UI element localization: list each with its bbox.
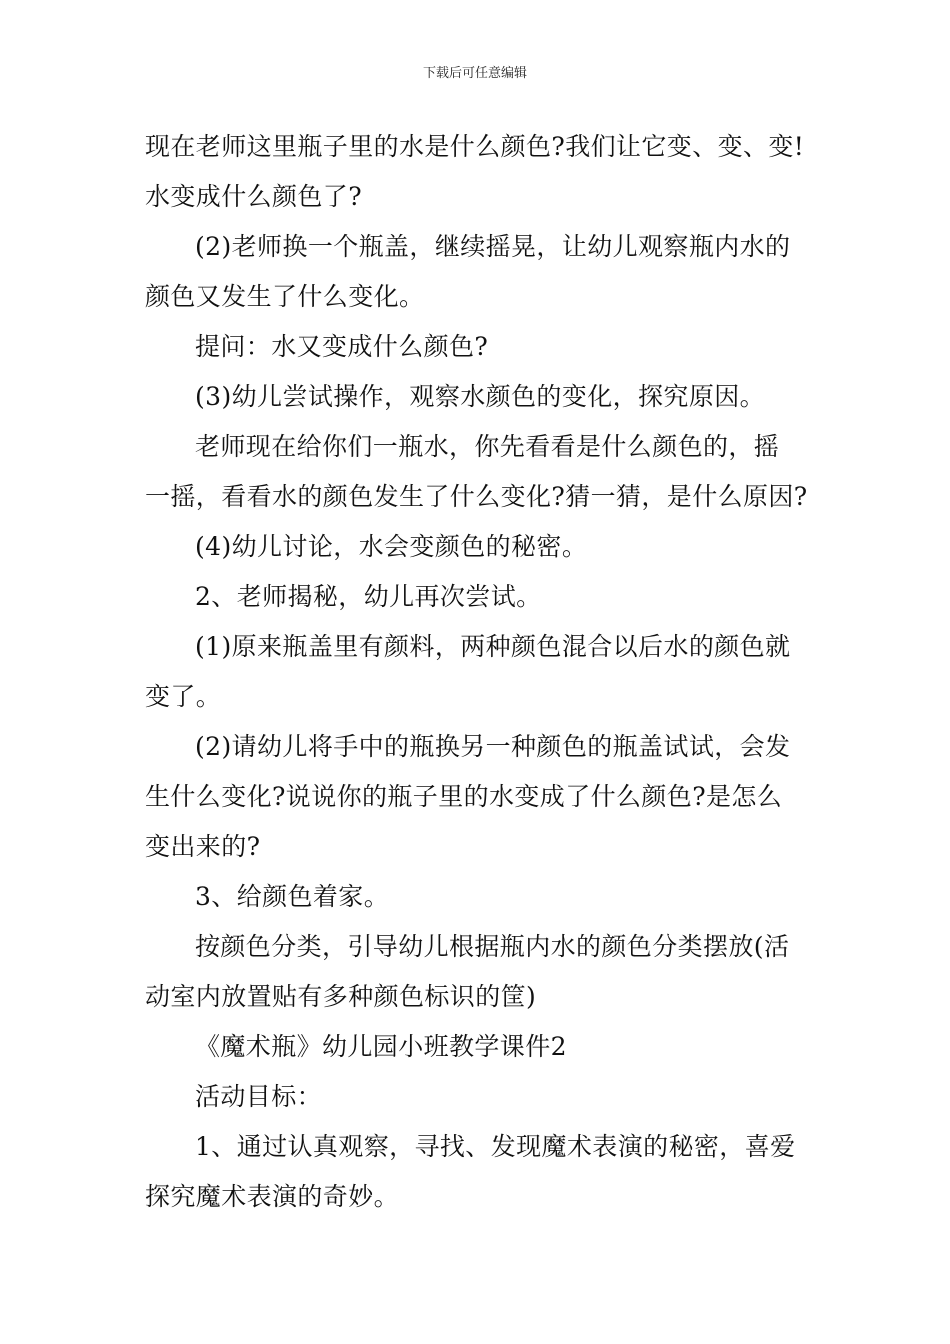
text-line: (3)幼儿尝试操作，观察水颜色的变化，探究原因。	[195, 382, 766, 411]
text-line: 水变成什么颜色了?	[145, 182, 363, 211]
subheading: 活动目标：	[195, 1082, 323, 1111]
text-line: 生什么变化?说说你的瓶子里的水变成了什么颜色?是怎么	[145, 782, 783, 811]
text-line: 动室内放置贴有多种颜色标识的筐)	[145, 982, 537, 1011]
text-line: 3、给颜色着家。	[195, 882, 390, 911]
section-title: 《魔术瓶》幼儿园小班教学课件2	[195, 1032, 567, 1061]
text-line: 变了。	[145, 682, 222, 711]
text-line: 1、通过认真观察，寻找、发现魔术表演的秘密，喜爱	[195, 1132, 796, 1161]
text-line: (1)原来瓶盖里有颜料，两种颜色混合以后水的颜色就	[195, 632, 791, 661]
text-line: 2、老师揭秘，幼儿再次尝试。	[195, 582, 542, 611]
text-line: (2)请幼儿将手中的瓶换另一种颜色的瓶盖试试，会发	[195, 732, 791, 761]
text-line: (4)幼儿讨论，水会变颜色的秘密。	[195, 532, 588, 561]
text-line: 一摇，看看水的颜色发生了什么变化?猜一猜，是什么原因?	[145, 482, 808, 511]
page-header-note: 下载后可任意编辑	[422, 66, 527, 81]
document-body	[145, 122, 815, 1222]
text-line: 现在老师这里瓶子里的水是什么颜色?我们让它变、变、变!	[145, 132, 805, 161]
text-line: 提问：水又变成什么颜色?	[195, 332, 489, 361]
text-line: 老师现在给你们一瓶水，你先看看是什么颜色的，摇	[195, 432, 780, 461]
text-line: 颜色又发生了什么变化。	[145, 282, 425, 311]
text-line: 按颜色分类，引导幼儿根据瓶内水的颜色分类摆放(活	[195, 932, 790, 961]
text-line: (2)老师换一个瓶盖，继续摇晃，让幼儿观察瓶内水的	[195, 232, 791, 261]
text-line: 探究魔术表演的奇妙。	[145, 1182, 400, 1211]
text-line: 变出来的?	[145, 832, 261, 861]
